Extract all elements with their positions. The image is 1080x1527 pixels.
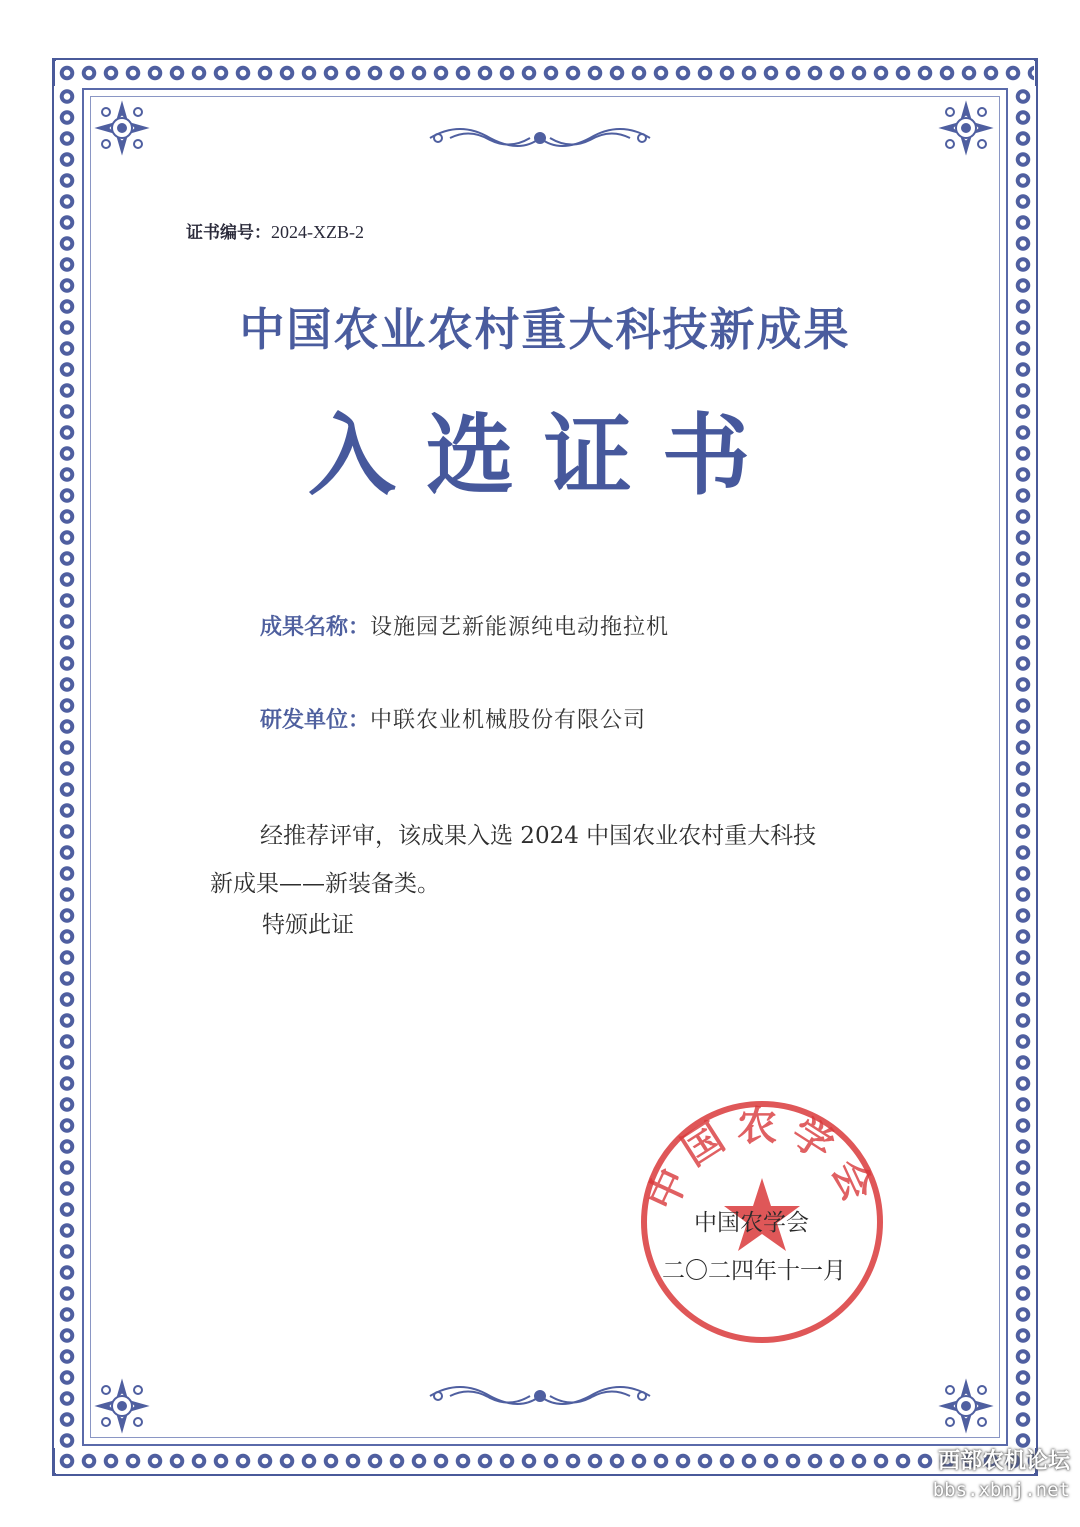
border-chain-right bbox=[1010, 86, 1036, 1448]
achievement-name-row bbox=[260, 610, 669, 641]
certificate-body bbox=[210, 812, 890, 908]
corner-ornament-icon bbox=[94, 100, 150, 156]
developer-label: 研发单位： bbox=[260, 708, 371, 733]
border-chain-bottom bbox=[56, 1448, 1034, 1474]
page-subtitle: 入选证书 bbox=[307, 403, 780, 507]
svg-text:中国农学会: 中国农学会 bbox=[638, 1103, 886, 1218]
body-line-1: 经推荐评审，该成果入选 2024 中国农业农村重大科技 bbox=[260, 823, 817, 849]
issuer-name: 中国农学会 bbox=[694, 1210, 809, 1236]
certificate-number-label: 证书编号： bbox=[186, 223, 271, 243]
corner-ornament-icon bbox=[938, 100, 994, 156]
corner-ornament-icon bbox=[938, 1378, 994, 1434]
site-watermark bbox=[933, 1444, 1070, 1501]
achievement-name-label: 成果名称： bbox=[260, 615, 371, 640]
achievement-name-value: 设施园艺新能源纯电动拖拉机 bbox=[370, 615, 670, 640]
developer-value: 中联农业机械股份有限公司 bbox=[370, 708, 647, 733]
closing-text: 特颁此证 bbox=[262, 912, 354, 938]
certificate-number-value: 2024-XZB-2 bbox=[271, 222, 364, 242]
corner-ornament-icon bbox=[94, 1378, 150, 1434]
top-flourish-icon bbox=[420, 118, 660, 158]
certificate-number bbox=[186, 218, 364, 243]
issue-date: 二〇二四年十一月 bbox=[662, 1258, 846, 1284]
body-line-2: 新成果——新装备类。 bbox=[210, 871, 440, 897]
page-title: 中国农业农村重大科技新成果 bbox=[239, 303, 851, 356]
watermark-title: 西部农机论坛 bbox=[937, 1449, 1070, 1474]
bottom-flourish-icon bbox=[420, 1376, 660, 1416]
watermark-url: bbs.xbnj.net bbox=[932, 1479, 1070, 1501]
border-chain-left bbox=[54, 86, 80, 1448]
developer-row bbox=[260, 703, 646, 734]
border-chain-top bbox=[56, 60, 1034, 86]
